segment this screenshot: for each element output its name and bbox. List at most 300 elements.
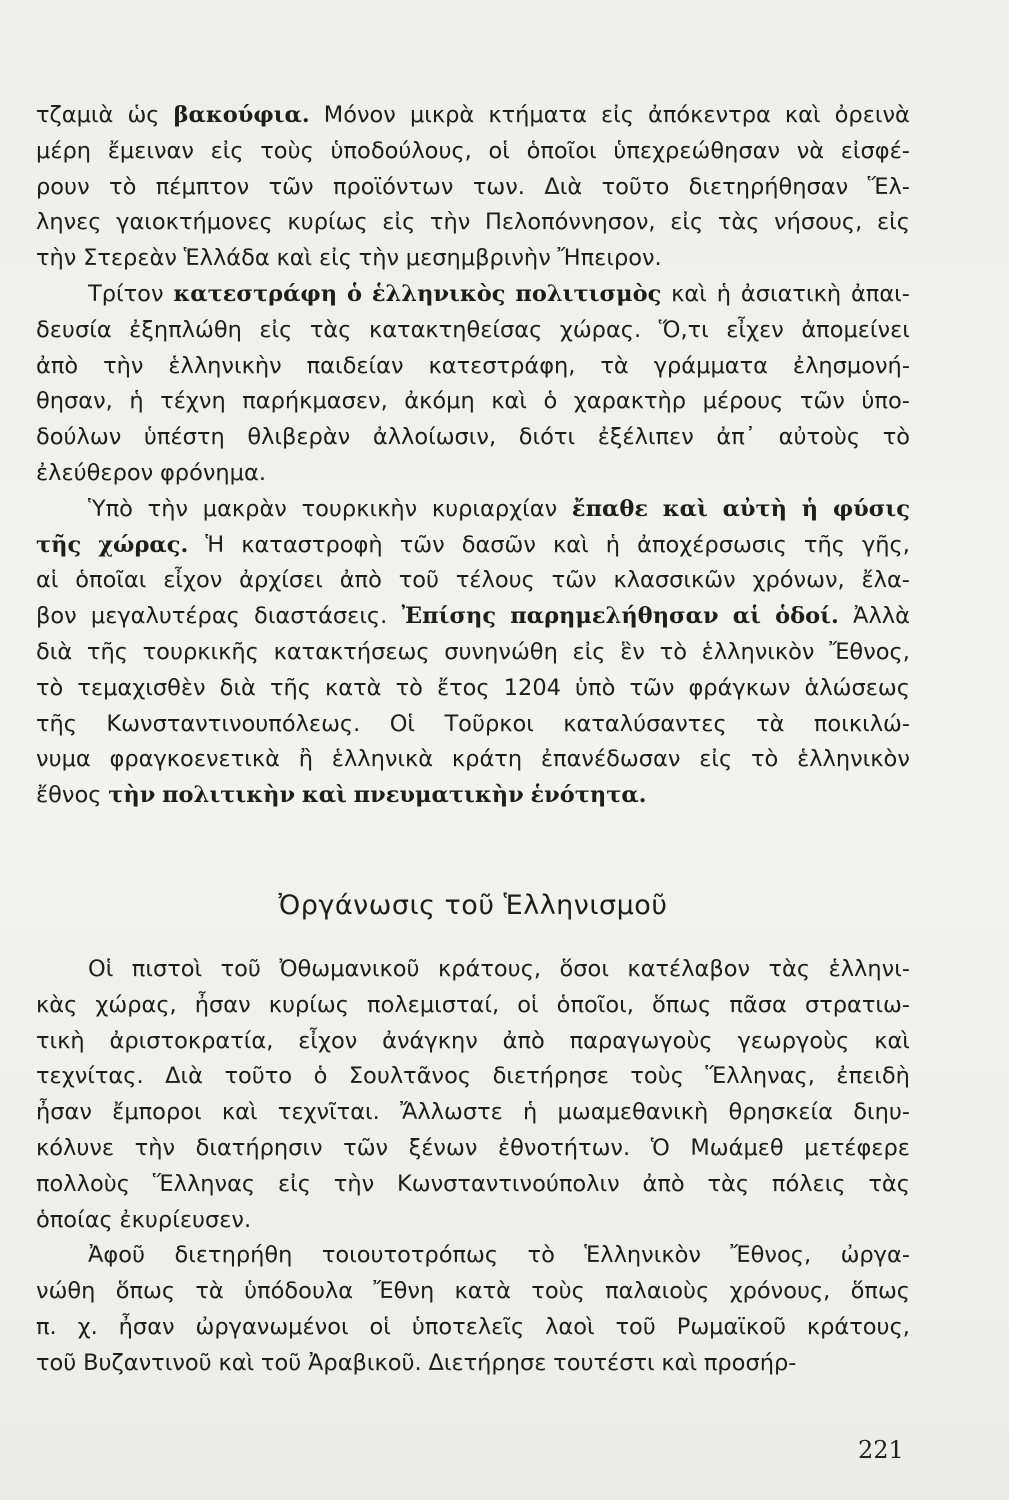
section-organization bbox=[36, 860, 910, 1382]
word: ξένων bbox=[408, 1134, 478, 1161]
page-number: 221 bbox=[858, 1436, 904, 1464]
word: Ἑλλάδα bbox=[183, 245, 270, 272]
bold-word: βακούφια. bbox=[173, 102, 310, 128]
bold-word: πολιτικὴν bbox=[162, 782, 296, 809]
word: κὰς bbox=[36, 991, 78, 1018]
word: Ἑλληνικὸν bbox=[584, 1242, 701, 1269]
word: οἱ bbox=[517, 991, 539, 1018]
word: εἰς bbox=[277, 1170, 311, 1197]
word: παιδείαν bbox=[306, 352, 404, 379]
word: παλαιοὺς bbox=[605, 1278, 710, 1305]
word: τῆς bbox=[269, 674, 311, 701]
text-line bbox=[36, 707, 910, 743]
word: κράτη bbox=[451, 746, 523, 773]
word: ὅπως bbox=[115, 1278, 176, 1305]
word: συνηνώθη bbox=[444, 638, 558, 665]
word: τοῦτο bbox=[224, 1063, 293, 1090]
word: ἔμειναν bbox=[107, 137, 194, 164]
word: Κωνσταντινουπόλεως. bbox=[106, 710, 361, 737]
word: ἐξηπλώθη bbox=[129, 316, 242, 343]
word: φρόνημα. bbox=[159, 459, 266, 486]
paragraph-1 bbox=[36, 98, 910, 277]
word: τὸ bbox=[750, 746, 779, 773]
word: κατὰ bbox=[454, 1278, 511, 1305]
text-line bbox=[36, 778, 910, 814]
word: νυμα bbox=[36, 746, 91, 773]
word: ὑποτελεῖς bbox=[411, 1313, 525, 1340]
word: ἐπειδὴ bbox=[836, 1063, 910, 1090]
word: ὅπως bbox=[850, 1278, 910, 1305]
word: τικὴ bbox=[36, 1027, 85, 1054]
word: προϊόντων bbox=[332, 173, 454, 200]
word: 1204 bbox=[503, 674, 561, 701]
word: βον bbox=[36, 603, 77, 630]
word: ὁ bbox=[543, 388, 558, 415]
word: ἀπὸ bbox=[502, 1027, 545, 1054]
word: πολλοὺς bbox=[36, 1170, 130, 1197]
word: τὴν bbox=[147, 495, 189, 522]
word: διὰ bbox=[219, 674, 256, 701]
text-line bbox=[36, 205, 910, 241]
word: τῶν bbox=[399, 531, 445, 558]
word: Ἀλλὰ bbox=[853, 603, 910, 630]
word: τῶν bbox=[343, 1134, 389, 1161]
word: π. bbox=[36, 1313, 57, 1340]
word: κυρίως bbox=[287, 209, 368, 236]
word: κατακτηθείσας bbox=[368, 316, 543, 343]
word: ἀπ᾽ bbox=[716, 424, 757, 451]
paragraph-2 bbox=[36, 277, 910, 492]
text-line bbox=[36, 1203, 910, 1239]
word: τέχνη bbox=[160, 388, 226, 415]
word: ὁποῖαι bbox=[75, 567, 147, 594]
word: νώθη bbox=[36, 1278, 96, 1305]
word: ἑλληνικὸν bbox=[797, 746, 910, 773]
word: χαρακτὴρ bbox=[573, 388, 687, 415]
word: τοὺς bbox=[260, 137, 314, 164]
word: κατεστράφη, bbox=[428, 352, 576, 379]
word: διετηρήθη bbox=[174, 1242, 293, 1269]
word: εἶχον bbox=[163, 567, 223, 594]
word: Ὑπὸ bbox=[88, 495, 133, 522]
word: τὴν bbox=[358, 245, 400, 272]
word: φραγκοενετικὰ bbox=[109, 746, 280, 773]
word: ἡ bbox=[716, 280, 732, 307]
word: Ἡ bbox=[205, 531, 225, 558]
word: αἱ bbox=[36, 567, 59, 594]
bold-word: ὁδοί. bbox=[775, 603, 839, 630]
word: ἀπὸ bbox=[36, 352, 79, 379]
word: τὸ bbox=[659, 638, 687, 665]
word: ἔλα- bbox=[861, 567, 910, 594]
word: τῶν bbox=[551, 567, 597, 594]
word: Μόνον bbox=[323, 102, 396, 128]
word: ἡ bbox=[523, 1099, 538, 1126]
word: τέλους bbox=[455, 567, 535, 594]
word: ἀπαι- bbox=[850, 280, 910, 307]
word: χώρας, bbox=[95, 991, 177, 1018]
bold-word: τῆς bbox=[36, 531, 82, 558]
word: τουτέστι bbox=[553, 1349, 655, 1376]
bold-word: πολιτισμὸς bbox=[515, 280, 662, 307]
word: ὑπόδουλα bbox=[244, 1278, 354, 1305]
word: ἀσιατικὴ bbox=[740, 280, 842, 307]
word: τῆς bbox=[86, 638, 128, 665]
bold-word: ἑνότητα. bbox=[530, 782, 647, 809]
word: ὡς bbox=[127, 102, 160, 128]
word: καὶ bbox=[553, 531, 589, 558]
word: κυριαρχίαν bbox=[431, 495, 558, 522]
word: ὁ bbox=[313, 1063, 328, 1090]
word: τοῦτο bbox=[601, 173, 670, 200]
word: ὠργα- bbox=[840, 1242, 910, 1269]
text-block-upper bbox=[36, 98, 910, 814]
word: εἰς bbox=[259, 316, 293, 343]
word: τὰ bbox=[600, 352, 629, 379]
word: θρησκεία bbox=[728, 1099, 833, 1126]
word: κυρίως bbox=[268, 991, 349, 1018]
word: τὰς bbox=[309, 316, 352, 343]
bold-word: παρημελήθησαν bbox=[510, 603, 719, 630]
word: νὰ bbox=[796, 137, 825, 164]
word: ρουν bbox=[36, 173, 90, 200]
word: τεχνῖται. bbox=[277, 1099, 380, 1126]
word: τεμαχισθὲν bbox=[77, 674, 206, 701]
word: Ἕλ- bbox=[867, 173, 910, 200]
word: τὴν bbox=[36, 245, 77, 272]
word: κράτους, bbox=[806, 1313, 910, 1340]
text-line bbox=[36, 1059, 910, 1095]
word: Τοῦρκοι bbox=[444, 710, 534, 737]
word: τὰς bbox=[868, 1170, 910, 1197]
word: τὰ bbox=[756, 710, 785, 737]
word: Διετήρησε bbox=[428, 1349, 547, 1376]
word: δευσία bbox=[36, 316, 112, 343]
word: παρήκμασεν, bbox=[242, 388, 388, 415]
word: αὐτοὺς bbox=[778, 424, 861, 451]
bold-word: καὶ bbox=[301, 782, 347, 809]
word: χρόνων, bbox=[752, 567, 845, 594]
word: τὰς bbox=[707, 1170, 750, 1197]
word: ἢ bbox=[298, 746, 314, 773]
word: διετήρησε bbox=[492, 1063, 609, 1090]
word: γῆς, bbox=[861, 531, 910, 558]
word: ὑπὸ bbox=[575, 674, 616, 701]
word: ἡ bbox=[605, 531, 621, 558]
word: Ἤπειρον. bbox=[557, 245, 662, 272]
word: Ἀραβικοῦ. bbox=[308, 1349, 422, 1376]
word: θλιβερὰν bbox=[247, 424, 351, 451]
word: Κωνσταντινούπολιν bbox=[396, 1170, 620, 1197]
word: καταστροφὴ bbox=[241, 531, 383, 558]
word: κατακτήσεως bbox=[273, 638, 430, 665]
word: Ἄλλωστε bbox=[400, 1099, 503, 1126]
word: ἐπανέδωσαν bbox=[540, 746, 681, 773]
word: πιστοὶ bbox=[131, 956, 203, 982]
text-line bbox=[36, 1274, 910, 1310]
word: ὑπεχρεώθησαν bbox=[613, 137, 781, 164]
text-line bbox=[36, 1238, 910, 1274]
text-line bbox=[36, 1095, 910, 1131]
word: ἦσαν bbox=[36, 1099, 92, 1126]
word: ὑπο- bbox=[861, 388, 910, 415]
word: τὴν bbox=[103, 352, 144, 379]
word: διετηρήθησαν bbox=[688, 173, 849, 200]
word: ἐκυρίευσεν. bbox=[119, 1206, 252, 1233]
word: τεχνίτας. bbox=[36, 1063, 144, 1090]
word: ποικιλώ- bbox=[813, 710, 910, 737]
word: καὶ bbox=[671, 280, 707, 307]
word: διηυ- bbox=[853, 1099, 910, 1126]
word: εἰς bbox=[572, 638, 606, 665]
word: εἰς bbox=[670, 209, 704, 236]
text-line bbox=[36, 1024, 910, 1060]
word: ὁποῖοι, bbox=[556, 991, 634, 1018]
word: ἑλληνικὰ bbox=[331, 746, 434, 773]
text-line bbox=[36, 420, 910, 456]
word: Ὀθωμανικοῦ bbox=[279, 956, 420, 982]
word: ληνες bbox=[36, 209, 102, 236]
paragraph-5 bbox=[36, 1238, 910, 1381]
text-line bbox=[36, 671, 910, 707]
word: τῆς bbox=[803, 531, 845, 558]
text-line bbox=[36, 492, 910, 528]
bold-word: αὐτὴ bbox=[722, 495, 788, 522]
word: καὶ bbox=[491, 388, 527, 415]
text-line bbox=[36, 241, 910, 277]
word: νήσους, bbox=[774, 209, 863, 236]
word: εἰς bbox=[210, 137, 244, 164]
text-line bbox=[36, 277, 910, 313]
word: τοῦ bbox=[398, 567, 440, 594]
word: λαοὶ bbox=[545, 1313, 595, 1340]
word: ἀπὸ bbox=[642, 1170, 685, 1197]
word: εἰς bbox=[382, 209, 416, 236]
word: στρατιω- bbox=[804, 991, 910, 1018]
word: κράτους, bbox=[437, 956, 542, 982]
word: τῶν bbox=[799, 388, 845, 415]
bold-word: ὁ bbox=[346, 280, 362, 307]
text-line bbox=[36, 563, 910, 599]
paragraph-3 bbox=[36, 492, 910, 814]
bold-word: αἱ bbox=[732, 603, 761, 630]
word: καὶ bbox=[784, 102, 821, 128]
word: ἀπὸ bbox=[339, 567, 382, 594]
word: τουρκικῆς bbox=[142, 638, 259, 665]
word: κτήματα bbox=[488, 102, 587, 128]
word: ἦσαν bbox=[118, 1313, 175, 1340]
word: ἀκόμη bbox=[404, 388, 475, 415]
word: τζαμιὰ bbox=[36, 102, 114, 128]
word: γεωργοὺς bbox=[737, 1027, 850, 1054]
text-line bbox=[36, 1167, 910, 1203]
word: προσήρ- bbox=[703, 1349, 797, 1376]
word: ὅπως bbox=[651, 991, 712, 1018]
word: ἀπομείνει bbox=[801, 316, 910, 343]
word: κλασσικῶν bbox=[613, 567, 736, 594]
word: τὴν bbox=[333, 1170, 375, 1197]
text-line bbox=[36, 988, 910, 1024]
word: χ. bbox=[77, 1313, 98, 1340]
word: καὶ bbox=[874, 1027, 910, 1054]
bold-word: χώρας. bbox=[98, 531, 189, 558]
word: των. bbox=[472, 173, 525, 200]
word: ἑλληνικὴν bbox=[168, 352, 282, 379]
word: διαστάσεις. bbox=[254, 603, 388, 630]
word: ἀριστοκρατία, bbox=[109, 1027, 274, 1054]
text-line bbox=[36, 134, 910, 170]
word: καὶ bbox=[276, 245, 313, 272]
word: ὠργανωμένοι bbox=[195, 1313, 349, 1340]
word: κόλυνε bbox=[36, 1134, 115, 1161]
word: ἐξέλιπεν bbox=[597, 424, 694, 451]
word: Τρίτον bbox=[88, 280, 164, 307]
word: μετέφερε bbox=[804, 1134, 910, 1161]
word: καὶ bbox=[661, 1349, 698, 1376]
word: ἐλησμονή- bbox=[792, 352, 910, 379]
word: μικρὰ bbox=[409, 102, 475, 128]
text-line bbox=[36, 170, 910, 206]
word: Ἕλληνας, bbox=[705, 1063, 815, 1090]
word: τοὺς bbox=[630, 1063, 684, 1090]
word: εἶχον bbox=[298, 1027, 358, 1054]
word: Ἔθνη bbox=[373, 1278, 435, 1305]
word: ἀλλοίωσιν, bbox=[372, 424, 497, 451]
word: Πελοπόννησον, bbox=[484, 209, 656, 236]
word: τουρκικὴν bbox=[301, 495, 418, 522]
word: Μωάμεθ bbox=[690, 1134, 784, 1161]
word: ἀπόκεντρα bbox=[648, 102, 771, 128]
text-line bbox=[36, 384, 910, 420]
word: μεγαλυτέρας bbox=[90, 603, 240, 630]
text-line bbox=[36, 1346, 910, 1382]
text-line bbox=[36, 635, 910, 671]
bold-word: κατεστράφη bbox=[173, 280, 338, 307]
word: ἐλεύθερον bbox=[36, 459, 154, 486]
word: Ὁ bbox=[650, 1134, 670, 1161]
word: ὅσοι bbox=[559, 956, 609, 982]
word: ἦσαν bbox=[194, 991, 251, 1018]
word: οἱ bbox=[488, 137, 510, 164]
bold-word: ἑλληνικὸς bbox=[371, 280, 506, 307]
text-line bbox=[36, 349, 910, 385]
word: πέμπτον bbox=[155, 173, 250, 200]
word: τὸ bbox=[395, 674, 423, 701]
text-line bbox=[36, 1131, 910, 1167]
word: Οἱ bbox=[389, 710, 416, 737]
word: ἀνάγκην bbox=[382, 1027, 478, 1054]
bold-word: πνευματικὴν bbox=[353, 782, 524, 809]
word: Οἱ bbox=[88, 956, 114, 982]
text-line bbox=[36, 313, 910, 349]
word: ἑλληνικὸν bbox=[701, 638, 815, 665]
word: ἀποχέρσωσις bbox=[637, 531, 787, 558]
word: διότι bbox=[518, 424, 576, 451]
word: πολεμισταί, bbox=[367, 991, 500, 1018]
word: εἰσφέ- bbox=[840, 137, 910, 164]
word: τοῦ bbox=[36, 1349, 77, 1376]
bold-word: Ἐπίσης bbox=[401, 603, 497, 630]
word: τοῦ bbox=[220, 956, 261, 982]
word: ἔθνος bbox=[36, 782, 102, 809]
word: Ἀφοῦ bbox=[88, 1242, 146, 1269]
word: τοιουτοτρόπως bbox=[321, 1242, 499, 1269]
bold-word: ἡ bbox=[801, 495, 819, 522]
bold-word: τὴν bbox=[108, 782, 156, 809]
word: μέρους bbox=[702, 388, 784, 415]
text-line bbox=[36, 742, 910, 778]
text-line bbox=[36, 98, 910, 134]
text-line bbox=[36, 599, 910, 635]
word: ἡ bbox=[129, 388, 144, 415]
word: οἱ bbox=[369, 1313, 391, 1340]
word: Ἕλληνας bbox=[152, 1170, 256, 1197]
word: τὴν bbox=[429, 209, 471, 236]
word: τὸ bbox=[527, 1242, 555, 1269]
word: διὰ bbox=[36, 638, 73, 665]
word: τῶν bbox=[268, 173, 314, 200]
word: πᾶσα bbox=[729, 991, 787, 1018]
word: Διὰ bbox=[544, 173, 583, 200]
word: τὰς bbox=[717, 209, 760, 236]
word: ἓν bbox=[620, 638, 645, 665]
word: τὰ bbox=[195, 1278, 224, 1305]
word: κατὰ bbox=[325, 674, 382, 701]
word: ἔτος bbox=[436, 674, 490, 701]
word: εἰς bbox=[318, 245, 352, 272]
word: θησαν, bbox=[36, 388, 113, 415]
word: δασῶν bbox=[461, 531, 536, 558]
word: παραγωγοὺς bbox=[569, 1027, 713, 1054]
word: τὰς bbox=[768, 956, 811, 982]
text-line bbox=[36, 1310, 910, 1346]
word: τοὺς bbox=[531, 1278, 585, 1305]
word: Ἔθνος, bbox=[730, 1242, 812, 1269]
word: τοῦ bbox=[615, 1313, 656, 1340]
word: τοῦ bbox=[260, 1349, 302, 1376]
paragraph-4 bbox=[36, 952, 910, 1238]
word: ἁλώσεως bbox=[804, 674, 910, 701]
word: μακρὰν bbox=[202, 495, 287, 522]
word: τὸ bbox=[36, 674, 64, 701]
word: κατέλαβον bbox=[627, 956, 751, 982]
word: γαιοκτήμονες bbox=[116, 209, 273, 236]
word: δούλων bbox=[36, 424, 122, 451]
word: τὴν bbox=[134, 1134, 176, 1161]
word: ἀρχίσει bbox=[239, 567, 323, 594]
word: ὑπέστη bbox=[143, 424, 225, 451]
word: ἐθνοτήτων. bbox=[497, 1134, 631, 1161]
word: ὁποῖοι bbox=[526, 137, 597, 164]
text-line bbox=[36, 952, 910, 988]
word: καὶ bbox=[221, 1099, 258, 1126]
word: μεσημβρινὴν bbox=[405, 245, 551, 272]
word: εἶχεν bbox=[726, 316, 784, 343]
word: διατήρησιν bbox=[195, 1134, 323, 1161]
word: μέρη bbox=[36, 137, 92, 164]
word: τὸ bbox=[882, 424, 910, 451]
bold-word: καὶ bbox=[662, 495, 708, 522]
word: Ὅ,τι bbox=[658, 316, 709, 343]
text-line bbox=[36, 528, 910, 564]
word: ἑλληνι- bbox=[828, 956, 910, 982]
word: πόλεις bbox=[771, 1170, 846, 1197]
section-heading: Ὀργάνωσις τοῦ Ἑλληνισμοῦ bbox=[278, 890, 668, 921]
word: γράμματα bbox=[653, 352, 768, 379]
word: ὑποδούλους, bbox=[330, 137, 472, 164]
word: τὸ bbox=[109, 173, 137, 200]
word: μωαμεθανικὴ bbox=[557, 1099, 709, 1126]
